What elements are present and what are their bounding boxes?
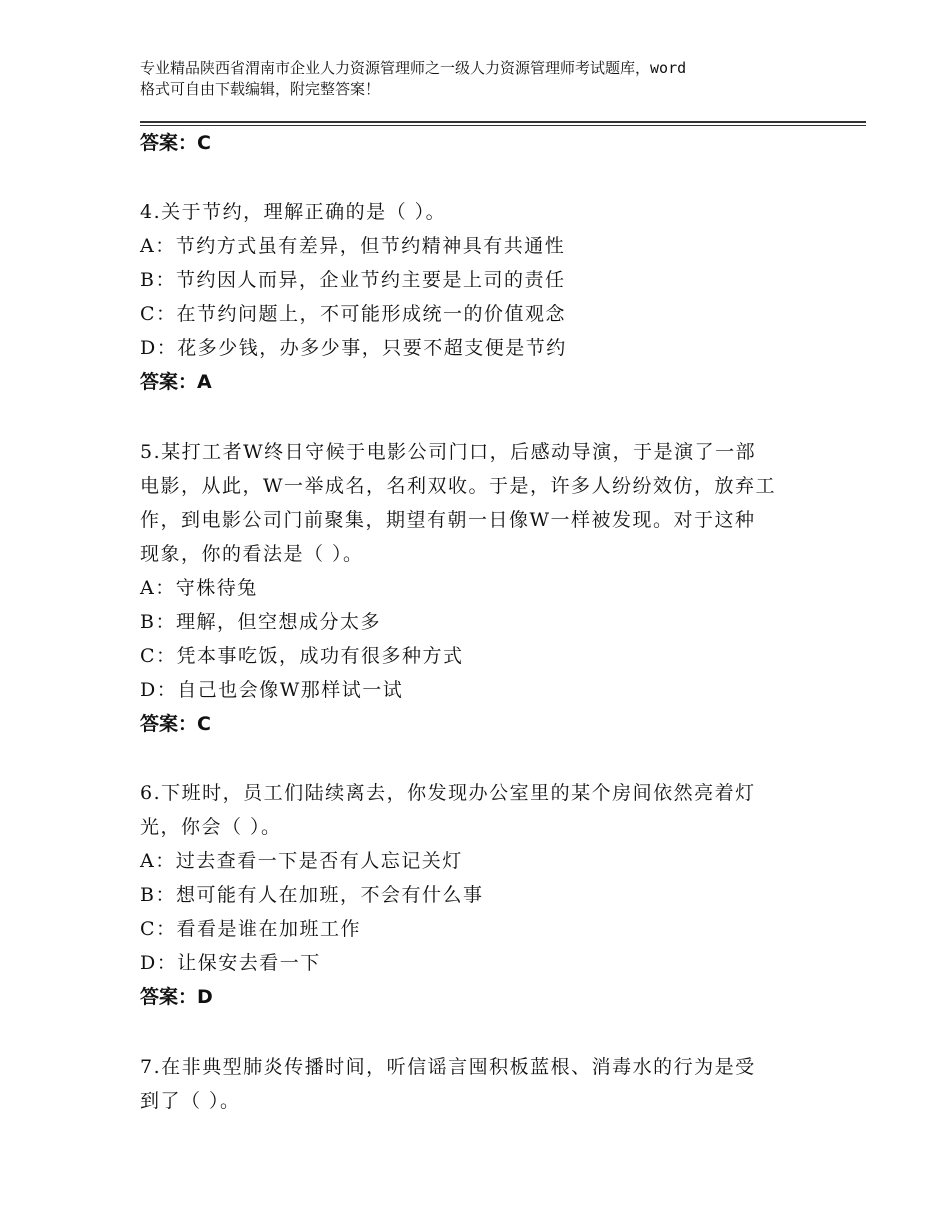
question-5-answer: 答案：C (140, 713, 211, 735)
question-6-stem-line-2: 光，你会（ ）。 (140, 816, 282, 838)
document-header (140, 58, 830, 100)
question-4-option-b: B：节约因人而异，企业节约主要是上司的责任 (140, 269, 566, 291)
answer-previous: 答案：C (140, 132, 211, 154)
question-5-option-a: A：守株待兔 (140, 577, 258, 599)
question-6-answer: 答案：D (140, 986, 213, 1008)
question-6-option-a: A：过去查看一下是否有人忘记关灯 (140, 850, 463, 872)
question-6-option-d: D：让保安去看一下 (140, 952, 321, 974)
question-5-option-c: C：凭本事吃饭，成功有很多种方式 (140, 645, 464, 667)
header-rule-thin (140, 125, 866, 126)
question-7-stem-line-2: 到了（ ）。 (140, 1090, 241, 1112)
header-rule-thick (140, 121, 866, 123)
question-6-stem-line-1: 6.下班时，员工们陆续离去，你发现办公室里的某个房间依然亮着灯 (140, 782, 756, 804)
question-5-stem-line-1: 5.某打工者W终日守候于电影公司门口，后感动导演，于是演了一部 (140, 441, 757, 463)
question-5-option-b: B：理解，但空想成分太多 (140, 611, 381, 633)
question-4-option-a: A：节约方式虽有差异，但节约精神具有共通性 (140, 235, 566, 257)
header-line-1: 专业精品陕西省渭南市企业人力资源管理师之一级人力资源管理师考试题库，word (140, 59, 687, 77)
question-5-stem-line-2: 电影，从此，W一举成名，名利双收。于是，许多人纷纷效仿，放弃工 (140, 475, 777, 497)
question-6-option-c: C：看看是谁在加班工作 (140, 918, 362, 940)
question-4-option-c: C：在节约问题上，不可能形成统一的价值观念 (140, 303, 567, 325)
question-4-option-d: D：花多少钱，办多少事，只要不超支便是节约 (140, 337, 567, 359)
question-4-answer: 答案：A (140, 371, 212, 393)
question-5-option-d: D：自己也会像W那样试一试 (140, 679, 404, 701)
question-4-stem: 4.关于节约，理解正确的是（ ）。 (140, 201, 447, 223)
question-5-stem-line-4: 现象，你的看法是（ ）。 (140, 543, 364, 565)
question-6-option-b: B：想可能有人在加班，不会有什么事 (140, 884, 484, 906)
question-7-stem-line-1: 7.在非典型肺炎传播时间，听信谣言囤积板蓝根、消毒水的行为是受 (140, 1056, 756, 1078)
header-line-2: 格式可自由下载编辑，附完整答案！ (140, 80, 381, 98)
question-5-stem-line-3: 作，到电影公司门前聚集，期望有朝一日像W一样被发现。对于这种 (140, 509, 756, 531)
